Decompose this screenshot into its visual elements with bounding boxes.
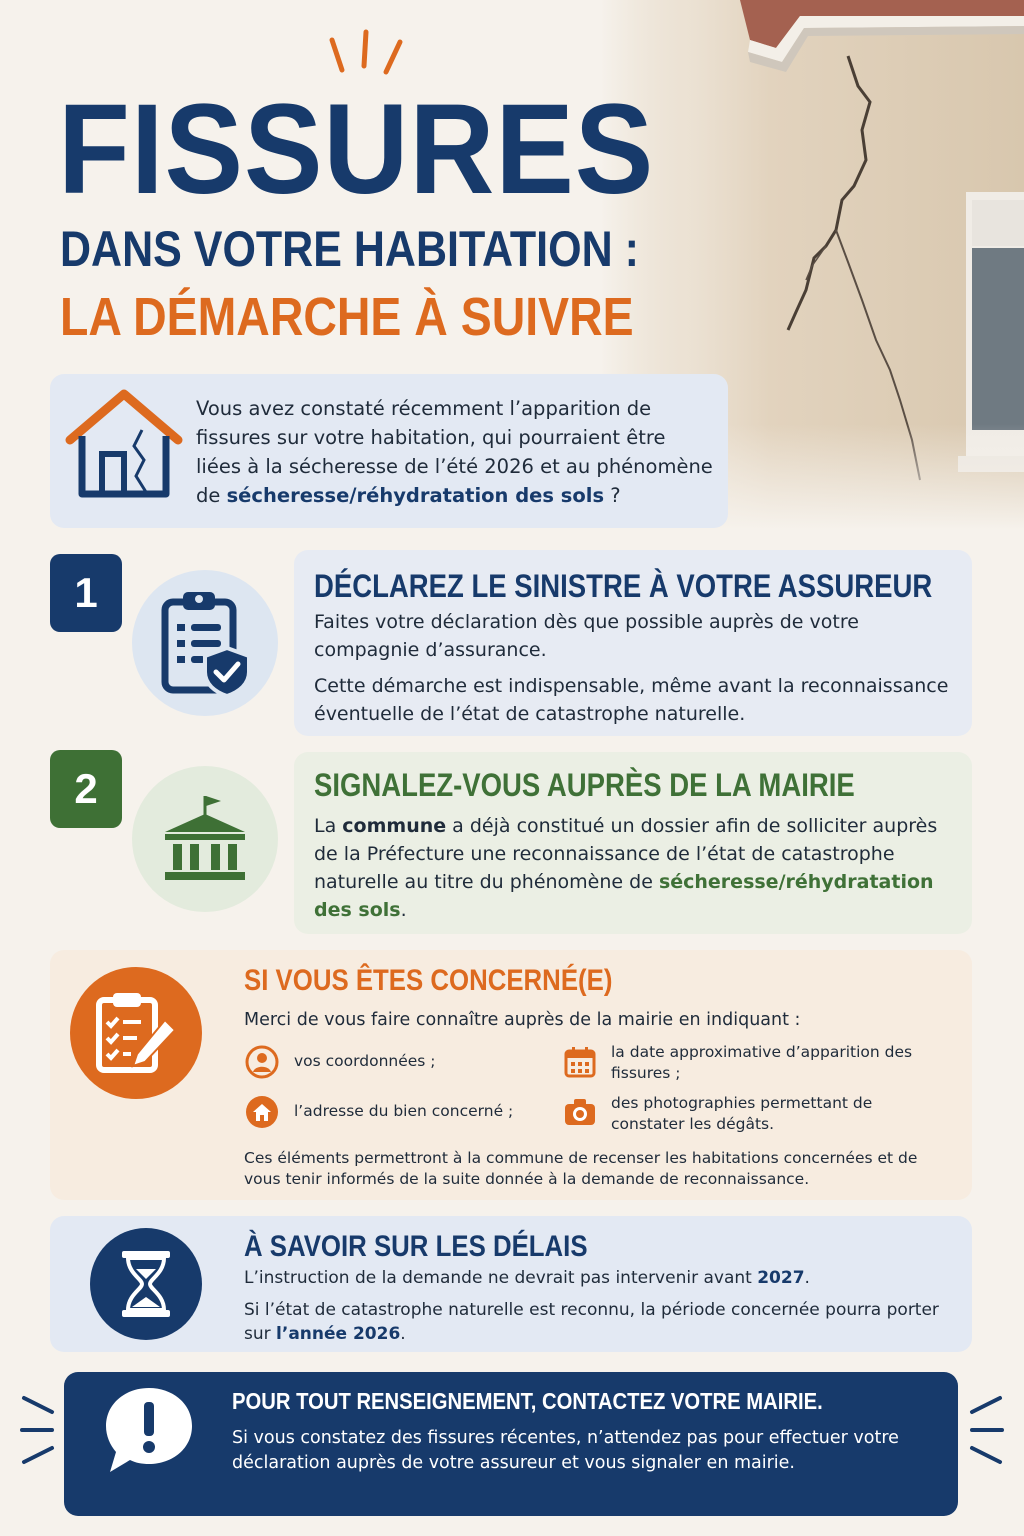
page-subtitle: DANS VOTRE HABITATION : [60,221,639,277]
step-2-highlight: sécheresse/réhydratation des sols [314,871,934,921]
camera-icon [563,1095,597,1129]
home-icon [245,1095,279,1129]
delays-title: À SAVOIR SUR LES DÉLAIS [244,1230,588,1263]
concerned-item-photos: des photographies permettant de constater les dégâts. [611,1094,873,1133]
clipboard-shield-icon [157,588,253,698]
step-1-text-1: Faites votre déclaration dès que possible auprès de votre compagnie d’assurance. [314,611,859,661]
step-2-title: SIGNALEZ-VOUS AUPRÈS DE LA MAIRIE [314,767,855,803]
concerned-item-date: la date approximative d’apparition des fissures ; [611,1043,913,1082]
delays-line-2: Si l’état de catastrophe naturelle est reconnu, la période concernée pourra porter sur l’année 2026. [244,1300,939,1344]
attention-rays-left-icon [18,1392,58,1468]
page-subtitle-accent: LA DÉMARCHE À SUIVRE [60,287,634,347]
delays-line-1: L’instruction de la demande ne devrait pas intervenir avant 2027. [244,1268,810,1288]
checklist-pencil-icon [93,990,179,1076]
step-1-icon-circle [132,570,278,716]
user-icon [245,1045,279,1079]
step-1-title: DÉCLAREZ LE SINISTRE À VOTRE ASSUREUR [314,568,933,604]
exclamation-bubble-icon [102,1384,196,1476]
hourglass-icon [116,1249,176,1319]
banner-title: POUR TOUT RENSEIGNEMENT, CONTACTEZ VOTRE MAIRIE. [232,1388,823,1414]
banner-text: Si vous constatez des fissures récentes, n’attendez pas pour effectuer votre déclaration auprès de votre assureur et vous signaler en mairie. [232,1428,899,1473]
attention-rays-right-icon [966,1392,1006,1468]
intro-highlight: sécheresse/réhydratation des sols [226,484,605,507]
page-title: FISSURES [58,78,655,221]
step-2-badge: 2 [50,750,122,828]
town-hall-icon [157,794,253,884]
concerned-icon-circle [70,967,202,1099]
concerned-item-contact: vos coordonnées ; [294,1052,436,1070]
concerned-note: Ces éléments permettront à la commune de recenser les habitations concernées et de vous tenir informés de la suite donnée à la demande de reconnaissance. [244,1149,918,1188]
concerned-title: SI VOUS ÊTES CONCERNÉ(E) [244,964,613,997]
delays-icon-circle [90,1228,202,1340]
step-2-text: La commune a déjà constitué un dossier afin de solliciter auprès de la Préfecture une reconnaissance de l’état de catastrophe naturelle au titre du phénomène de sécheresse/réhydratation des sols. [314,815,938,921]
step-1-badge: 1 [50,554,122,632]
step-2-icon-circle [132,766,278,912]
concerned-intro: Merci de vous faire connaître auprès de la mairie en indiquant : [244,1010,801,1030]
calendar-icon [563,1045,597,1079]
step-1-text-2: Cette démarche est indispensable, même avant la reconnaissance éventuelle de l’état de catastrophe naturelle. [314,675,949,725]
intro-text: Vous avez constaté récemment l’apparition de fissures sur votre habitation, qui pourraient être liées à la sécheresse de l’été 2026 et au phénomène de sécheresse/réhydratation des sols ? [196,397,713,507]
concerned-item-address: l’adresse du bien concerné ; [294,1102,514,1120]
cracked-house-icon [64,384,184,502]
